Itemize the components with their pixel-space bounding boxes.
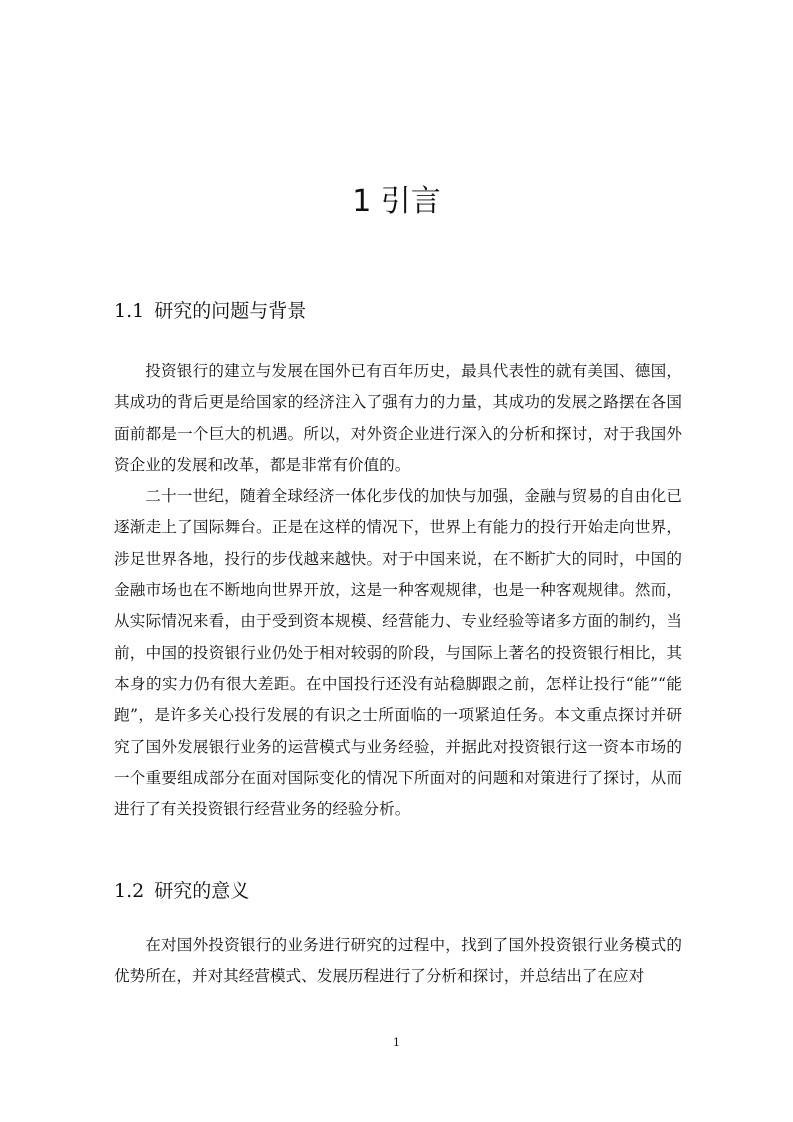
section-number: 1.1 xyxy=(114,300,145,322)
section-title: 研究的意义 xyxy=(154,880,250,902)
paragraph: 二十一世纪，随着全球经济一体化步伐的加快与加强，金融与贸易的自由化已逐渐走上了国际舞台。正是在这样的情况下，世界上有能力的投行开始走向世界，涉足世界各地，投行的步伐越来越快。对于中国来说，在不断扩大的同时，中国的金融市场也在不断地向世界开放，这是一种客观规律，也是一种客观规律。然而，从实际情况来看，由于受到资本规模、经营能力、专业经验等诸多方面的制约，当前，中国的投资银行业仍处于相对较弱的阶段，与国际上著名的投资银行相比，其本身的实力仍有很大差距。在中国投行还没有站稳脚跟之前，怎样让投行“能”“能跑”，是许多关心投行发展的有识之士所面临的一项紧迫任务。本文重点探讨并研究了国外发展银行业务的运营模式与业务经验，并据此对投资银行这一资本市场的一个重要组成部分在面对国际变化的情况下所面对的问题和对策进行了探讨，从而进行了有关投资银行经营业务的经验分析。 xyxy=(114,487,682,819)
section-heading-1-1 xyxy=(114,298,714,324)
section-heading-1-2 xyxy=(114,878,714,904)
section-number: 1.2 xyxy=(114,880,145,902)
section-1-1-body xyxy=(114,356,682,825)
section-title: 研究的问题与背景 xyxy=(154,300,307,322)
paragraph: 在对国外投资银行的业务进行研究的过程中，找到了国外投资银行业务模式的优势所在，并对其经营模式、发展历程进行了分析和探讨，并总结出了在应对 xyxy=(114,936,682,986)
chapter-title: 1 引言 xyxy=(352,184,441,219)
page-number: 1 xyxy=(393,1036,400,1049)
paragraph: 投资银行的建立与发展在国外已有百年历史，最具代表性的就有美国、德国，其成功的背后更是给国家的经济注入了强有力的力量，其成功的发展之路摆在各国面前都是一个巨大的机遇。所以，对外资企业进行深入的分析和探讨，对于我国外资企业的发展和改革，都是非常有价值的。 xyxy=(114,362,682,474)
section-1-2-body xyxy=(114,930,682,993)
